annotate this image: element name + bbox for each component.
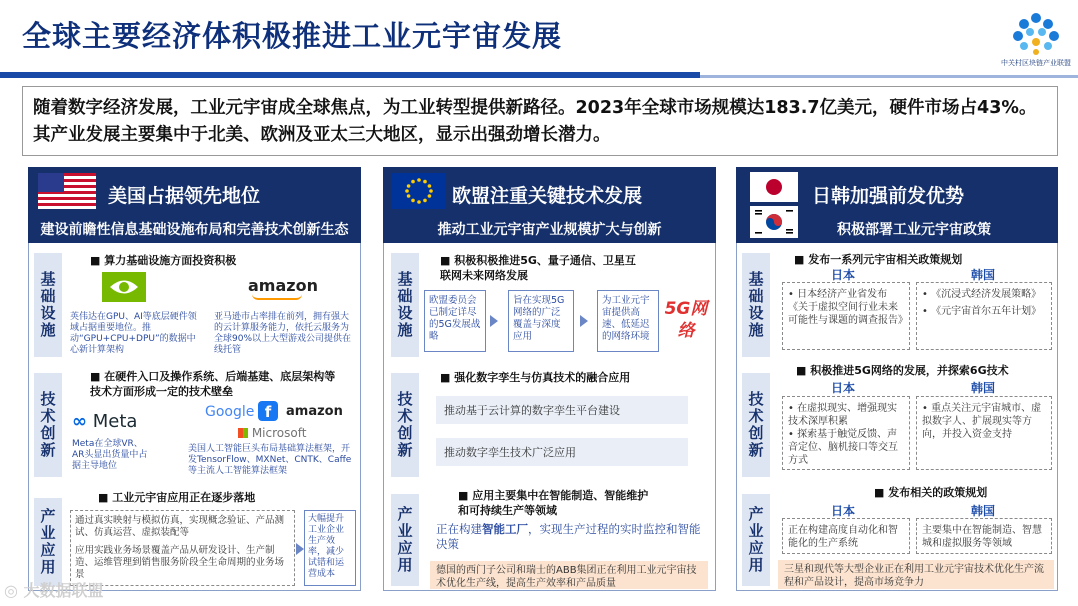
amazon-smile-icon: [252, 294, 302, 300]
eu-tech-bullet: ■ 强化数字孪生与仿真技术的融合应用: [440, 371, 631, 384]
eu-title: 欧盟注重关键技术发展: [452, 185, 643, 207]
facebook-icon: f: [258, 401, 278, 421]
usa-app-box: [70, 510, 295, 586]
amazon-logo-2: amazon: [286, 404, 343, 419]
jk-tech-korea-text: 重点关注元宇宙城市、虚拟数字人、扩展现实等方向，并投入资金支持: [922, 403, 1042, 440]
korea-flag-icon: [750, 206, 798, 238]
jk-app-korea-box: 主要集中在智能制造、智慧城和虚拟服务等领域: [916, 518, 1052, 554]
jk-infra-japan-box: • 日本经济产业省发布《关于虚拟空间行业未来可能性与课题的调查报告》: [782, 282, 910, 350]
jk-app-korea-label: 韩国: [970, 504, 995, 518]
jk-infra-korea-box: [916, 282, 1052, 350]
usa-subtitle: 建设前瞻性信息基础设施布局和完善技术创新生态: [40, 222, 349, 238]
header-divider-light: [700, 75, 1078, 78]
jk-tech-korea-label: 韩国: [970, 381, 995, 395]
jk-app-note: 三星和现代等大型企业正在利用工业元宇宙技术优化生产流程和产品设计，提高市场竞争力: [778, 560, 1054, 589]
jk-tech-japan-item-2: • 探索基于触觉反馈、声音定位、脑机接口等交互方式: [788, 429, 898, 466]
watermark: ◎ 大数据联盟: [4, 581, 104, 600]
nvidia-text: 英伟达在GPU、AI等底层硬件领域占据重要地位。推动“GPU+CPU+DPU”的数据中心新计算架构: [70, 312, 197, 355]
usa-arrow-icon: [296, 543, 304, 555]
jk-tech-korea-box: • 重点关注元宇宙城市、虚拟数字人、扩展现实等方向，并投入资金支持: [916, 396, 1052, 470]
jk-infra-japan-label: 日本: [830, 268, 855, 282]
meta-text: Meta在全球VR、AR头显出货量中占据主导地位: [72, 439, 148, 471]
google-logo: Google: [205, 404, 255, 420]
page-title: 全球主要经济体积极推进工业元宇宙发展: [22, 19, 563, 53]
usa-app-label: 产业应用: [34, 498, 62, 586]
jk-tech-japan-item-1: • 在虚拟现实、增强现实技术深厚积累: [788, 403, 898, 427]
alliance-logo-text: 中关村区块链产业联盟: [1001, 59, 1071, 67]
watermark-logo-icon: ◎: [4, 581, 18, 600]
usa-title: 美国占据领先地位: [108, 185, 261, 207]
usa-app-bullet: ■ 工业元宇宙应用正在逐步落地: [98, 491, 256, 504]
eu-flag-icon: [392, 173, 446, 209]
jk-infra-bullet: ■ 发布一系列元宇宙相关政策规划: [794, 253, 963, 266]
eu-infra-bullet: ■ 积极积极推进5G、量子通信、卫星互联网未来网络发展: [440, 254, 636, 282]
usa-tech-label: 技术创新: [34, 373, 62, 477]
eu-tech-item-1: 推动基于云计算的数字孪生平台建设: [436, 396, 688, 424]
jk-tech-label: 技术创新: [742, 373, 770, 477]
eu-subtitle: 推动工业元宇宙产业规模扩大与创新: [437, 222, 662, 238]
eu-flow-arrow-1-icon: [490, 315, 498, 327]
jk-infra-label: 基础设施: [742, 253, 770, 357]
jk-subtitle: 积极部署工业元宇宙政策: [837, 222, 991, 238]
meta-logo: ∞ Meta: [72, 411, 138, 432]
eu-app-highlight: 智能工厂: [482, 522, 528, 536]
eu-flow-arrow-2-icon: [580, 315, 588, 327]
usa-flag-icon: [38, 173, 96, 209]
eu-app-bullet: ■ 应用主要集中在智能制造、智能维护和可持续生产等领域: [458, 489, 649, 517]
nvidia-logo-icon: [102, 272, 146, 302]
jk-infra-korea-item-2: • 《元宇宙首尔五年计划》: [922, 306, 1042, 317]
amazon-text: 亚马逊市占率排在前列，拥有强大的云计算服务能力，依托云服务为全球90%以上大型游戏公司提供在线托管: [214, 312, 352, 355]
jk-app-japan-label: 日本: [830, 504, 855, 518]
jk-app-label: 产业应用: [742, 494, 770, 586]
meta-infinity-icon: ∞: [72, 411, 87, 432]
usa-app-text-1: 通过真实映射与模拟仿真，实现概念验证、产品测试、仿真运营、虚拟装配等: [75, 515, 285, 538]
eu-flow-step-3: 为工业元宇宙提供高速、低延迟的网络环境: [597, 290, 659, 352]
usa-tech-bullet: ■ 在硬件入口及操作系统、后端基建、底层架构等技术方面形成一定的技术壁垒: [90, 370, 336, 398]
amazon-logo: amazon: [248, 276, 318, 295]
jk-app-japan-box: 正在构建高度自动化和智能化的生产系统: [782, 518, 910, 554]
eu-5g-badge: 5G网络: [664, 299, 708, 341]
eu-app-note: 德国的西门子公司和瑞士的ABB集团正在利用工业元宇宙技术优化生产线，提高生产效率和产品质量: [430, 561, 708, 589]
eu-flow-step-1: 欧盟委员会已制定详尽的5G发展战略: [424, 290, 486, 352]
jk-title: 日韩加强前发优势: [812, 185, 965, 207]
eu-flow-step-2: 旨在实现5G网络的广泛覆盖与深度应用: [508, 290, 574, 352]
intro-text: 随着数字经济发展，工业元宇宙成全球焦点，为工业转型提供新路径。2023年全球市场规模达183.7亿美元，硬件市场占43%。其产业发展主要集中于北美、欧洲及亚太三大地区，显示出强劲增长潜力。: [22, 86, 1058, 156]
jk-tech-japan-box: [782, 396, 910, 470]
eu-tech-label: 技术创新: [391, 373, 419, 477]
jk-infra-korea-item-1: • 《沉浸式经济发展策略》: [922, 289, 1042, 300]
usa-app-result: 大幅提升工业企业生产效率，减少试错和运营成本: [304, 510, 356, 586]
eu-app-label: 产业应用: [391, 494, 419, 586]
jk-app-bullet: ■ 发布相关的政策规划: [874, 486, 988, 499]
usa-infra-label: 基础设施: [34, 253, 62, 357]
eu-tech-item-2: 推动数字孪生技术广泛应用: [436, 438, 688, 466]
eu-app-text: 正在构建智能工厂，实现生产过程的实时监控和智能决策: [436, 522, 701, 551]
microsoft-icon: [238, 428, 248, 438]
japan-flag-icon: [750, 172, 798, 202]
microsoft-logo: Microsoft: [238, 426, 306, 440]
ai-giants-text: 美国人工智能巨头布局基础算法框架，开发TensorFlow、MXNet、CNTK、Caffe等主流人工智能算法框架: [188, 444, 352, 476]
usa-infra-bullet: ■ 算力基础设施方面投资积极: [90, 254, 237, 267]
jk-tech-bullet: ■ 积极推进5G网络的发展，并探索6G技术: [796, 364, 1009, 377]
jk-infra-japan-text: 日本经济产业省发布《关于虚拟空间行业未来可能性与课题的调查报告》: [788, 289, 908, 326]
jk-tech-japan-label: 日本: [830, 381, 855, 395]
eu-infra-label: 基础设施: [391, 253, 419, 357]
jk-infra-korea-label: 韩国: [970, 268, 995, 282]
usa-app-text-2: 应用实践业务场景覆盖产品从研发设计、生产制造、运维管理到销售服务阶段全生命周期的业务场景: [75, 545, 285, 580]
header-divider: [0, 72, 700, 78]
